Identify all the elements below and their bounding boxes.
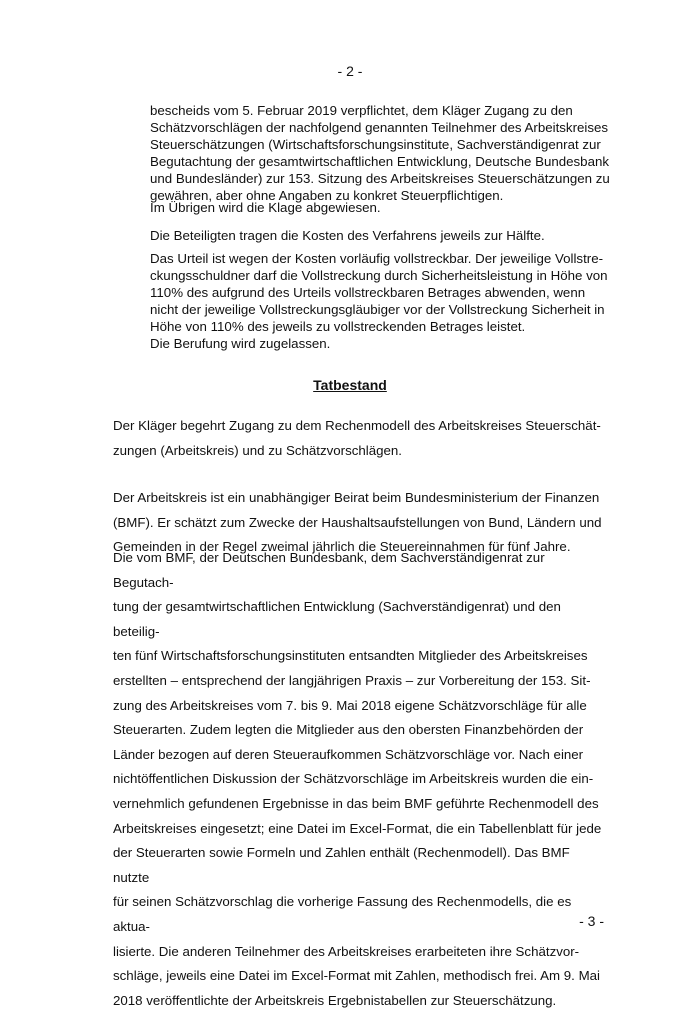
text-line: der Steuerarten sowie Formeln und Zahlen enthält (Rechenmodell). Das BMF nutzte xyxy=(113,845,570,885)
text-line: gewähren, aber ohne Angaben zu konkret Steuerpflichtigen. xyxy=(150,187,504,203)
text-line: lisierte. Die anderen Teilnehmer des Arbeitskreises erarbeiteten ihre Schätzvor- xyxy=(113,943,580,959)
tenor-paragraph-5 xyxy=(150,336,620,353)
text-line: zungen (Arbeitskreis) und zu Schätzvorschlägen. xyxy=(113,442,402,458)
text-line: und Bundesländer) zur 153. Sitzung des Arbeitskreises Steuerschätzungen zu xyxy=(150,170,610,186)
body-paragraph-3 xyxy=(113,546,603,1013)
text-line: Begutachtung der gesamtwirtschaftlichen Entwicklung, Deutsche Bundesbank xyxy=(150,153,610,169)
tenor-paragraph-1 xyxy=(150,103,620,204)
tenor-paragraph-2 xyxy=(150,200,620,217)
text-line: ckungsschuldner darf die Vollstreckung durch Sicherheitsleistung in Höhe von xyxy=(150,267,608,283)
text-line: Länder bezogen auf deren Steueraufkommen Schätzvorschläge vor. Nach einer xyxy=(113,746,584,762)
section-heading: Tatbestand xyxy=(313,377,387,393)
text-line: Steuerarten. Zudem legten die Mitglieder aus den obersten Finanzbehörden der xyxy=(113,722,584,738)
text-line: Arbeitskreises eingesetzt; eine Datei im Excel-Format, die ein Tabellenblatt für jede xyxy=(113,820,602,836)
text-line: ten fünf Wirtschaftsforschungsinstituten entsandten Mitglieder des Arbeitskreises xyxy=(113,648,588,664)
text-line: Gemeinden in der Regel zweimal jährlich die Steuereinnahmen für fünf Jahre. xyxy=(113,539,571,555)
text-line: bescheids vom 5. Februar 2019 verpflichtet, dem Kläger Zugang zu den xyxy=(150,103,573,118)
tenor-paragraph-3 xyxy=(150,228,620,245)
text-line: nichtöffentlichen Diskussion der Schätzvorschläge im Arbeitskreis wurden die ein- xyxy=(113,771,594,787)
text-line: Der Kläger begehrt Zugang zu dem Rechenmodell des Arbeitskreises Steuerschät- xyxy=(113,418,601,433)
text-line: zung des Arbeitskreises vom 7. bis 9. Mai 2018 eigene Schätzvorschläge für alle xyxy=(113,697,587,713)
text-line: vernehmlich gefundenen Ergebnisse in das beim BMF geführte Rechenmodell des xyxy=(113,795,599,811)
text-line: Schätzvorschlägen der nachfolgend genannten Teilnehmer des Arbeitskreises xyxy=(150,119,609,135)
text-line: Der Arbeitskreis ist ein unabhängiger Beirat beim Bundesministerium der Finanzen xyxy=(113,490,600,505)
text-line: für seinen Schätzvorschlag die vorherige Fassung des Rechenmodells, die es aktua- xyxy=(113,894,572,934)
tenor-paragraph-4 xyxy=(150,251,620,336)
body-paragraph-1 xyxy=(113,414,603,463)
text-line: Die Beteiligten tragen die Kosten des Verfahrens jeweils zur Hälfte. xyxy=(150,228,545,243)
text-line: Die Berufung wird zugelassen. xyxy=(150,336,331,351)
text-line: tung der gesamtwirtschaftlichen Entwicklung (Sachverständigenrat) und den beteilig- xyxy=(113,599,561,639)
text-line: Das Urteil ist wegen der Kosten vorläufig vollstreckbar. Der jeweilige Vollstre- xyxy=(150,251,604,266)
text-line: (BMF). Er schätzt zum Zwecke der Haushaltsaufstellungen von Bund, Ländern und xyxy=(113,514,602,530)
text-line: Höhe von 110% des jeweils zu vollstreckenden Betrages leistet. xyxy=(150,318,526,334)
page-number-bottom: - 3 - xyxy=(579,913,604,929)
text-line: Die vom BMF, der Deutschen Bundesbank, dem Sachverständigenrat zur Begutach- xyxy=(113,550,545,590)
page-number-top: - 2 - xyxy=(337,63,363,79)
text-line: Steuerschätzungen (Wirtschaftsforschungsinstitute, Sachverständigenrat zur xyxy=(150,136,601,152)
text-line: nicht der jeweilige Vollstreckungsgläubiger vor der Vollstreckung Sicherheit in xyxy=(150,301,605,317)
text-line: erstellten – entsprechend der langjährigen Praxis – zur Vorbereitung der 153. Sit- xyxy=(113,672,591,688)
text-line: Im Übrigen wird die Klage abgewiesen. xyxy=(150,200,381,215)
text-line: schläge, jeweils eine Datei im Excel-Format mit Zahlen, methodisch frei. Am 9. Mai xyxy=(113,968,600,984)
text-line: 2018 veröffentlichte der Arbeitskreis Ergebnistabellen zur Steuerschätzung. xyxy=(113,992,557,1008)
text-line: 110% des aufgrund des Urteils vollstreckbaren Betrages abwenden, wenn xyxy=(150,284,586,300)
